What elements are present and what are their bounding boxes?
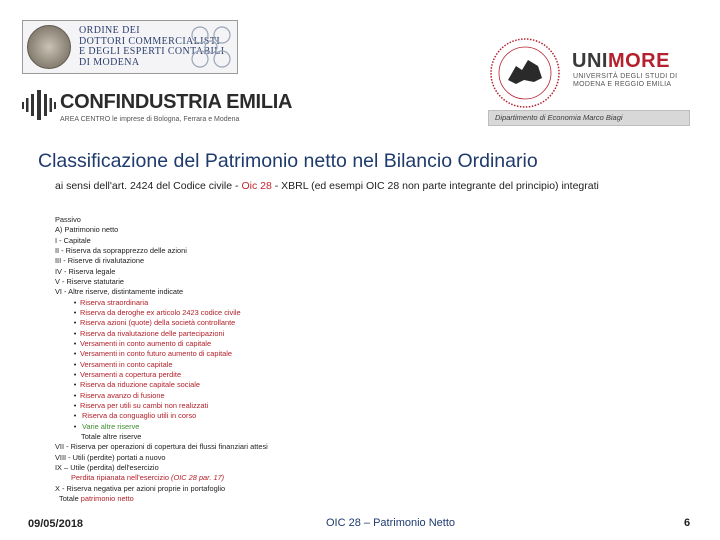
list-item: IV - Riserva legale — [55, 266, 116, 276]
bullet-item: • Varie altre riserve — [73, 421, 140, 431]
list-item: II - Riserva da soprapprezzo delle azioni — [55, 245, 187, 255]
ordine-logo-text: ORDINE DEI DOTTORI COMMERCIALISTI E DEGLI ESPERTI CONTABILI DI MODENA — [79, 25, 225, 68]
list-item: A) Patrimonio netto — [55, 225, 119, 235]
list-item: VI - Altre riserve, distintamente indicate — [55, 287, 184, 297]
footer-title: OIC 28 – Patrimonio Netto — [326, 517, 456, 529]
list-item: Perdita ripianata nell'esercizio (OIC 28 par. 17) — [71, 473, 225, 483]
bullet-item: • Versamenti in conto aumento di capitale — [73, 338, 212, 348]
list-item: Passivo — [55, 215, 81, 224]
bullet-item: • Riserva da riduzione capitale sociale — [73, 380, 200, 390]
list-item: IX – Utile (perdita) dell'esercizio — [55, 462, 159, 472]
bullet-item: • Riserva da deroghe ex articolo 2423 codice civile — [73, 307, 241, 317]
unimore-seal-icon — [488, 36, 562, 110]
page-title: Classificazione del Patrimonio netto nel Bilancio Ordinario — [38, 150, 538, 172]
list-item: VIII - Utili (perdite) portati a nuovo — [55, 452, 166, 462]
bullet-item: • Riserva da conguaglio utili in corso — [73, 411, 197, 421]
list-item: I - Capitale — [55, 235, 91, 245]
list-item: III - Riserve di rivalutazione — [55, 256, 145, 266]
list-item: V - Riserve statutarie — [55, 276, 125, 286]
bullet-item: • Riserva per utili su cambi non realizzati — [73, 400, 209, 410]
patrimonio-netto-list — [55, 215, 268, 504]
oic-reference: Oic 28 — [241, 180, 272, 192]
bullet-item: • Riserva da rivalutazione delle partecipazioni — [73, 328, 225, 338]
bullet-item: • Riserva avanzo di fusione — [73, 390, 165, 400]
list-item: X - Riserva negativa per azioni proprie in portafoglio — [55, 483, 226, 493]
bullet-item: • Riserva azioni (quote) della società controllante — [73, 318, 236, 328]
department-bar — [488, 110, 690, 126]
department-name: Dipartimento di Economia Marco Biagi — [495, 113, 623, 122]
confindustria-eagle-icon — [22, 88, 56, 122]
bullet-item: • Riserva straordinaria — [73, 297, 149, 307]
bullet-item: • Versamenti in conto futuro aumento di capitale — [73, 349, 233, 359]
footer-date: 09/05/2018 — [28, 518, 84, 530]
bullet-item: • Versamenti a copertura perdite — [73, 369, 182, 379]
list-item: Totale patrimonio netto — [59, 493, 134, 503]
bullet-item: • Versamenti in conto capitale — [73, 359, 173, 369]
page-number: 6 — [684, 517, 691, 529]
confindustria-subtitle: AREA CENTRO le imprese di Bologna, Ferrara e Modena — [60, 116, 240, 123]
ordine-commercialisti-logo — [22, 20, 238, 74]
unimore-logo-name: UNIMORE — [572, 50, 670, 72]
list-item: Totale altre riserve — [81, 431, 142, 441]
unimore-university-name: UNIVERSITÀ DEGLI STUDI DI MODENA E REGGIO EMILIA — [573, 73, 678, 88]
confindustria-name: CONFINDUSTRIA EMILIA — [60, 91, 293, 113]
ordine-seal-icon — [27, 25, 71, 69]
page-subtitle: ai sensi dell'art. 2424 del Codice civile - Oic 28 - XBRL (ed esempi OIC 28 non parte integrante del principio) integrati — [55, 180, 599, 192]
wave-pattern-icon — [188, 23, 234, 71]
list-item: VII - Riserva per operazioni di copertura dei flussi finanziari attesi — [55, 442, 268, 452]
